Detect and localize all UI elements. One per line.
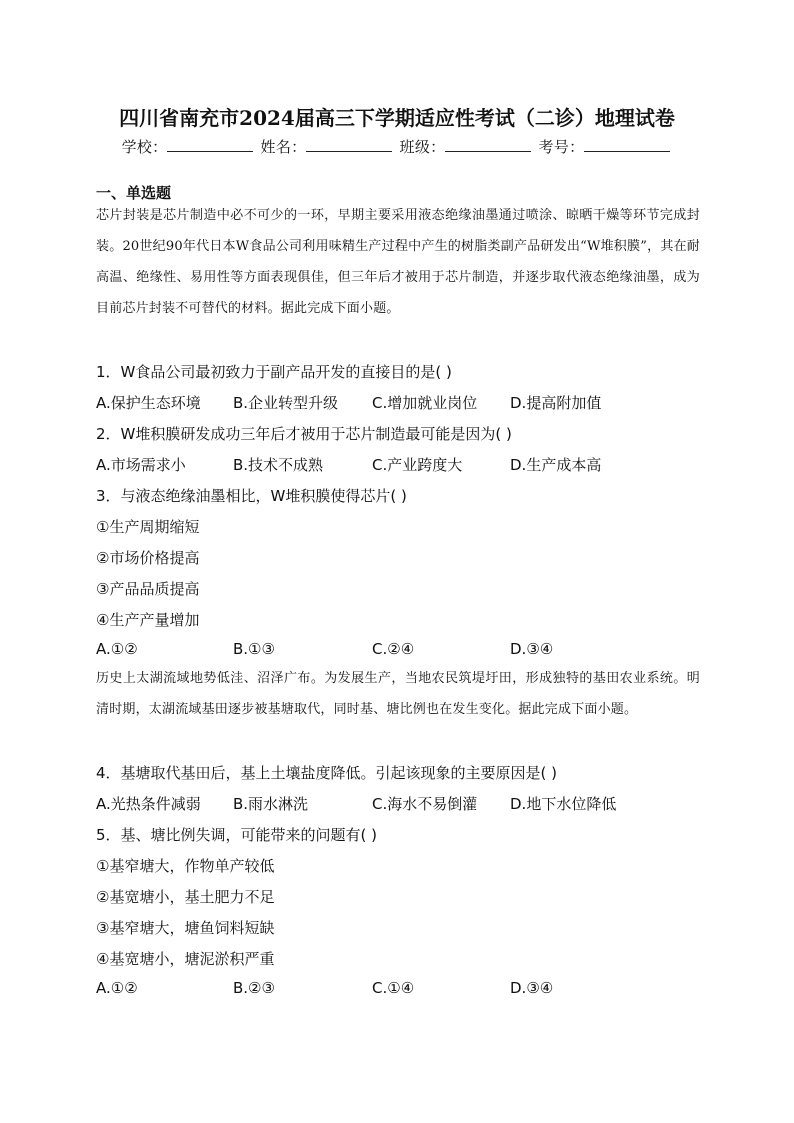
school-label: 学校： (121, 138, 168, 156)
name-blank (306, 139, 392, 152)
q4-option-c: C.海水不易倒灌 (372, 795, 478, 813)
q2-option-d: D.生产成本高 (510, 456, 602, 474)
passage-1: 芯片封装是芯片制造中必不可少的一环，早期主要采用液态绝缘油墨通过喷涂、晾晒干燥等环节完成封装。20世纪90年代日本W食品公司利用味精生产过程中产生的树脂类副产品研发出“W堆积膜”，其在耐高温、绝缘性、易用性等方面表现俱佳，但三年后才被用于芯片制造，并逐步取代液态绝缘油墨，成为目前芯片封装不可替代的材料。据此完成下面小题。 (96, 208, 700, 316)
exam-title: 四川省南充市2024届高三下学期适应性考试（二诊）地理试卷 (119, 106, 675, 130)
q1-option-c: C.增加就业岗位 (372, 394, 478, 412)
q3-item-1: ①生产周期缩短 (96, 518, 200, 536)
q2-option-c: C.产业跨度大 (372, 456, 463, 474)
student-info-line (0, 136, 794, 157)
number-label: 考号： (538, 138, 585, 156)
question-3-stem: 3．与液态绝缘油墨相比，W堆积膜使得芯片( ) (96, 487, 407, 505)
q4-option-b: B.雨水淋洗 (233, 795, 309, 813)
class-label: 班级： (399, 138, 446, 156)
q3-item-3: ③产品品质提高 (96, 580, 200, 598)
q5-option-c: C.①④ (372, 979, 415, 997)
question-1-stem: 1．W食品公司最初致力于副产品开发的直接目的是( ) (96, 363, 452, 381)
q1-option-d: D.提高附加值 (510, 394, 602, 412)
q3-item-4: ④生产产量增加 (96, 611, 200, 629)
q3-option-d: D.③④ (510, 640, 554, 658)
q3-option-a: A.①② (96, 640, 138, 658)
q2-option-a: A.市场需求小 (96, 456, 186, 474)
q5-item-2: ②基宽塘小，基土肥力不足 (96, 888, 275, 906)
q4-option-a: A.光热条件减弱 (96, 795, 201, 813)
q5-option-d: D.③④ (510, 979, 554, 997)
question-4-stem: 4．基塘取代基田后，基上土壤盐度降低。引起该现象的主要原因是( ) (96, 764, 558, 782)
number-blank (584, 139, 670, 152)
name-label: 姓名： (260, 138, 307, 156)
q2-option-b: B.技术不成熟 (233, 456, 324, 474)
q3-option-c: C.②④ (372, 640, 415, 658)
q5-item-1: ①基窄塘大，作物单产较低 (96, 857, 275, 875)
question-5-stem: 5．基、塘比例失调，可能带来的问题有( ) (96, 826, 378, 844)
q5-item-4: ④基宽塘小，塘泥淤积严重 (96, 950, 275, 968)
school-blank (167, 139, 253, 152)
q3-item-2: ②市场价格提高 (96, 549, 200, 567)
q1-option-b: B.企业转型升级 (233, 394, 339, 412)
q5-option-a: A.①② (96, 979, 138, 997)
q5-option-b: B.②③ (233, 979, 275, 997)
q3-option-b: B.①③ (233, 640, 275, 658)
passage-2: 历史上太湖流域地势低洼、沼泽广布。为发展生产，当地农民筑堤圩田，形成独特的基田农业系统。明清时期，太湖流域基田逐步被基塘取代，同时基、塘比例也在发生变化。据此完成下面小题。 (96, 671, 700, 717)
class-blank (445, 139, 531, 152)
q1-option-a: A.保护生态环境 (96, 394, 201, 412)
q5-item-3: ③基窄塘大，塘鱼饲料短缺 (96, 919, 275, 937)
question-2-stem: 2．W堆积膜研发成功三年后才被用于芯片制造最可能是因为( ) (96, 425, 512, 443)
section-heading: 一、单选题 (96, 184, 172, 202)
q4-option-d: D.地下水位降低 (510, 795, 617, 813)
